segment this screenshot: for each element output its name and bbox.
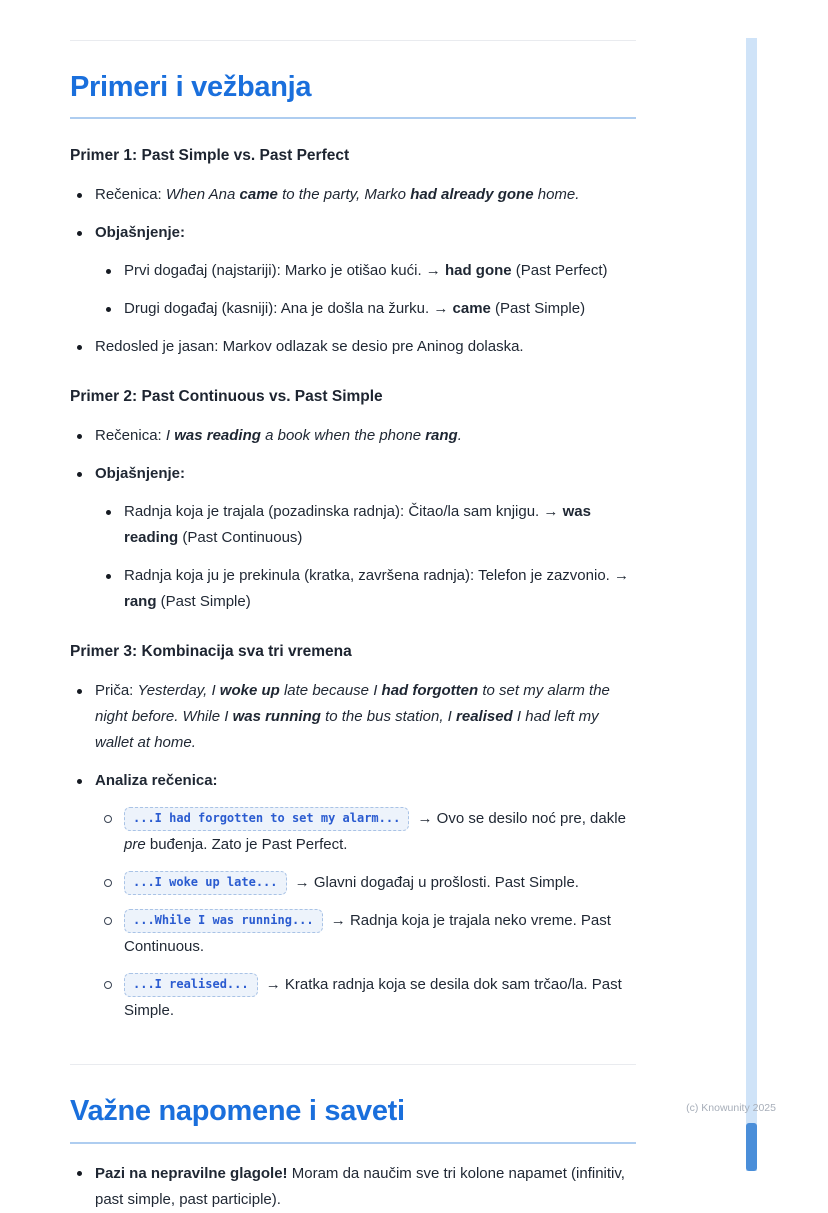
subsection-title: Primer 3: Kombinacija sva tri vremena [70,643,352,661]
text-segment: Redosled je jasan: Markov odlazak se desio pre Aninog dolaska. [95,338,524,356]
list-item [99,972,636,1024]
text-segment: buđenja. Zato je Past Perfect. [145,836,348,854]
text-segment: I [165,427,175,445]
text-segment: late because I [279,682,382,700]
text-segment: had forgotten [381,682,479,700]
text-segment: → Ovo se desilo noć pre, dakle [413,810,626,828]
text-segment: to the bus station, I [320,708,457,726]
code-chip: ...I realised... [124,973,258,997]
list-item [70,423,636,449]
text-segment: came [452,300,491,318]
list-item [70,220,636,322]
bullet-list [70,182,636,360]
list-item [99,870,636,896]
text-segment: Priča: [95,682,138,700]
text-segment: Moram da naučim sve tri kolone napamet (infinitiv, past simple, past participle). [95,1164,625,1208]
text-segment: pre [124,836,146,854]
text-segment: (Past Continuous) [178,529,303,547]
text-segment: realised [456,708,513,726]
subsection-title: Primer 2: Past Continuous vs. Past Simple [70,388,383,406]
text-segment: . [457,427,462,445]
subsection-title: Primer 1: Past Simple vs. Past Perfect [70,147,350,165]
text-segment: (Past Simple) [490,300,586,318]
text-segment: Radnja koja ju je prekinula (kratka, završena radnja): Telefon je zazvonio. → [124,567,629,585]
text-segment: I had left my wallet at home. [95,708,599,752]
text-segment: Yesterday, I [137,682,220,700]
text-segment: → Radnja koja je trajala neko vreme. Past Continuous. [124,912,611,956]
list-item [70,678,636,756]
text-segment: Objašnjenje: [95,224,186,242]
divider [70,40,636,41]
text-segment: (Past Simple) [156,593,251,611]
list-item [99,296,636,322]
text-segment: Analiza rečenica: [95,772,218,790]
text-segment: → Kratka radnja koja se desila dok sam trčao/la. Past Simple. [124,976,622,1020]
list-item [70,182,636,208]
text-segment: came [239,186,278,204]
code-chip: ...While I was running... [124,909,323,933]
text-segment: woke up [219,682,280,700]
text-segment: home. [533,186,580,204]
bullet-list [99,258,636,322]
text-segment: rang [124,593,157,611]
list-item [99,563,636,615]
bullet-list [70,423,636,615]
text-segment: Radnja koja je trajala (pozadinska radnja): Čitao/la sam knjigu. → [124,503,563,521]
text-segment: (Past Perfect) [511,262,608,280]
list-item [70,1161,636,1213]
bullet-list [99,806,636,1024]
text-segment: had gone [444,262,512,280]
section-title: Važne napomene i saveti [70,1095,636,1143]
text-segment: to set my alarm the night before. While I [95,682,610,726]
bullet-list [70,678,636,1024]
text-segment: Rečenica: [95,186,166,204]
list-item [99,806,636,858]
list-item [99,258,636,284]
text-segment: → Glavni događaj u prošlosti. Past Simple. [290,874,579,892]
text-segment: rang [425,427,458,445]
section-title: Primeri i vežbanja [70,71,636,119]
text-segment: to the party, Marko [277,186,411,204]
code-chip: ...I had forgotten to set my alarm... [124,807,409,831]
bullet-list [99,499,636,615]
list-item [70,461,636,615]
text-segment: Pazi na nepravilne glagole! [95,1164,288,1182]
footer-credit: (c) Knowunity 2025 [686,1102,776,1114]
list-item [99,908,636,960]
list-item [70,768,636,1024]
scrollbar-thumb[interactable] [746,1123,757,1171]
text-segment: a book when the phone [260,427,426,445]
code-chip: ...I woke up late... [124,871,287,895]
scrollbar-track[interactable] [746,38,757,1171]
text-segment: Prvi događaj (najstariji): Marko je otišao kući. → [124,262,445,280]
list-item [70,334,636,360]
bullet-list [70,1161,636,1213]
text-segment: had already gone [410,186,534,204]
text-segment: Rečenica: [95,427,166,445]
divider [70,1064,636,1065]
document-content [70,0,636,1213]
list-item [99,499,636,551]
text-segment: Drugi događaj (kasniji): Ana je došla na žurku. → [124,300,453,318]
text-segment: When Ana [165,186,240,204]
text-segment: Objašnjenje: [95,465,186,483]
text-segment: was reading [174,427,261,445]
text-segment: was reading [124,503,591,547]
text-segment: was running [232,708,321,726]
